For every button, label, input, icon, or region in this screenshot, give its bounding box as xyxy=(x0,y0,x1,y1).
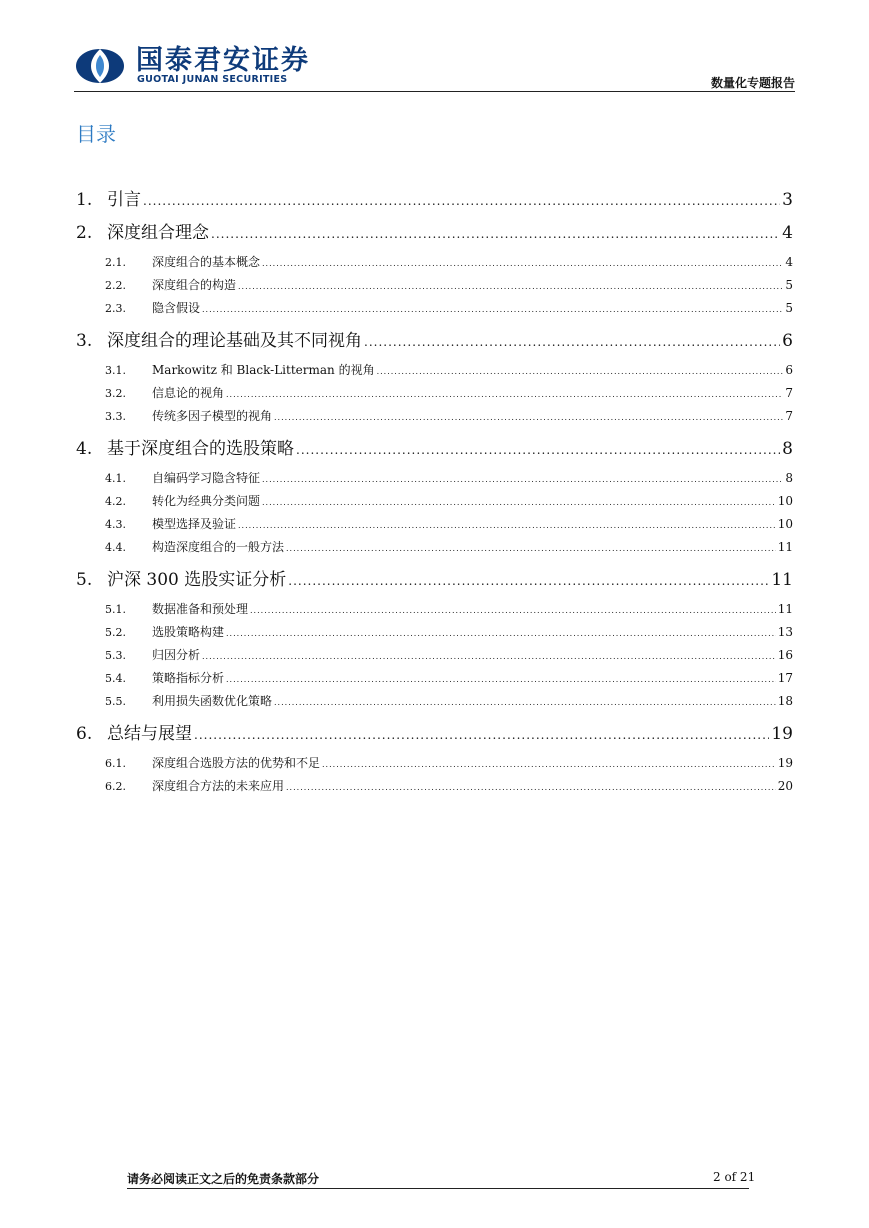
toc-subsection-number: 4.1. xyxy=(105,472,126,485)
toc-section-entry[interactable] xyxy=(76,329,793,353)
toc-subsection-title: 数据准备和预处理 xyxy=(152,602,249,616)
toc-subsection-number: 6.1. xyxy=(105,757,126,770)
toc-subsection-title: Markowitz 和 Black-Litterman 的视角 xyxy=(152,363,375,377)
toc-leader-dots xyxy=(377,360,784,383)
toc-leader-dots xyxy=(250,599,776,622)
toc-page-number: 6 xyxy=(782,331,793,351)
toc-leader-dots xyxy=(202,645,776,668)
toc-subsection-entry[interactable] xyxy=(76,467,793,490)
toc-leader-dots xyxy=(274,691,776,714)
toc-subsection-entry[interactable] xyxy=(76,274,793,297)
toc-subsection-title: 信息论的视角 xyxy=(152,386,225,400)
toc-subsection-title: 深度组合的基本概念 xyxy=(152,255,261,269)
toc-subsection-entry[interactable] xyxy=(76,621,793,644)
toc-subsection-entry[interactable] xyxy=(76,297,793,320)
toc-subsection-number: 5.5. xyxy=(105,695,126,708)
toc-subsection-entry[interactable] xyxy=(76,752,793,775)
toc-subsection-number: 5.1. xyxy=(105,603,126,616)
toc-page-number: 18 xyxy=(777,694,793,708)
toc-subsection-number: 4.4. xyxy=(105,541,126,554)
toc-page-number: 13 xyxy=(777,625,793,639)
toc-page-number: 3 xyxy=(782,190,793,210)
toc-leader-dots xyxy=(262,468,783,491)
toc-subsection-entry[interactable] xyxy=(76,382,793,405)
toc-subsection-entry[interactable] xyxy=(76,644,793,667)
toc-page-number: 4 xyxy=(785,255,793,269)
toc-subsection-number: 2.3. xyxy=(105,302,126,315)
toc-subsection-entry[interactable] xyxy=(76,513,793,536)
toc-subsection-entry[interactable] xyxy=(76,359,793,382)
toc-subsection-number: 5.4. xyxy=(105,672,126,685)
toc-leader-dots xyxy=(238,514,776,537)
toc-section-entry[interactable] xyxy=(76,437,793,461)
toc-leader-dots xyxy=(274,406,783,429)
toc-leader-dots xyxy=(286,776,776,799)
toc-subsection-title: 归因分析 xyxy=(152,648,201,662)
toc-leader-dots xyxy=(364,330,780,354)
toc-subsection-title: 深度组合选股方法的优势和不足 xyxy=(152,756,321,770)
toc-leader-dots xyxy=(211,222,780,246)
toc-section-entry[interactable] xyxy=(76,221,793,245)
toc-leader-dots xyxy=(288,569,769,593)
toc-subsection-title: 构造深度组合的一般方法 xyxy=(152,540,285,554)
header-divider xyxy=(74,91,795,92)
toc-subsection-title: 选股策略构建 xyxy=(152,625,225,639)
page-indicator: 2 of 21 xyxy=(713,1170,756,1184)
toc-subsection-entry[interactable] xyxy=(76,536,793,559)
toc-subsection-number: 3.3. xyxy=(105,410,126,423)
page-header xyxy=(0,0,869,96)
brand-name-en: GUOTAI JUNAN SECURITIES xyxy=(137,74,288,85)
toc-leader-dots xyxy=(226,383,783,406)
toc-subsection-title: 利用损失函数优化策略 xyxy=(152,694,273,708)
toc-section-number: 1. xyxy=(76,190,93,210)
toc-page-number: 16 xyxy=(777,648,793,662)
toc-page-number: 6 xyxy=(785,363,793,377)
toc-subsection-number: 2.2. xyxy=(105,279,126,292)
toc-title: 目录 xyxy=(76,122,116,146)
toc-section-entry[interactable] xyxy=(76,188,793,212)
toc-leader-dots xyxy=(238,275,783,298)
toc-page-number: 10 xyxy=(777,494,793,508)
toc-subsection-title: 转化为经典分类问题 xyxy=(152,494,261,508)
table-of-contents xyxy=(76,180,793,804)
toc-section-title: 总结与展望 xyxy=(107,724,192,744)
toc-subsection-number: 2.1. xyxy=(105,256,126,269)
toc-subsection-entry[interactable] xyxy=(76,598,793,621)
toc-leader-dots xyxy=(262,252,783,275)
toc-subsection-number: 5.2. xyxy=(105,626,126,639)
toc-subsection-title: 深度组合方法的未来应用 xyxy=(152,779,285,793)
toc-leader-dots xyxy=(226,668,776,691)
toc-page-number: 19 xyxy=(777,756,793,770)
toc-section-number: 3. xyxy=(76,331,93,351)
toc-section-title: 深度组合理念 xyxy=(107,223,209,243)
toc-subsection-number: 5.3. xyxy=(105,649,126,662)
toc-leader-dots xyxy=(286,537,776,560)
toc-subsection-number: 3.2. xyxy=(105,387,126,400)
toc-page-number: 19 xyxy=(771,724,793,744)
toc-section-title: 基于深度组合的选股策略 xyxy=(107,439,294,459)
footer-disclaimer: 请务必阅读正文之后的免责条款部分 xyxy=(127,1172,320,1186)
toc-page-number: 5 xyxy=(785,278,793,292)
toc-leader-dots xyxy=(262,491,776,514)
toc-section-number: 6. xyxy=(76,724,93,744)
toc-section-number: 2. xyxy=(76,223,93,243)
toc-section-number: 5. xyxy=(76,570,93,590)
toc-subsection-number: 4.2. xyxy=(105,495,126,508)
toc-page-number: 20 xyxy=(777,779,793,793)
toc-leader-dots xyxy=(296,438,780,462)
toc-section-entry[interactable] xyxy=(76,568,793,592)
toc-leader-dots xyxy=(194,723,769,747)
toc-subsection-title: 模型选择及验证 xyxy=(152,517,237,531)
toc-subsection-title: 深度组合的构造 xyxy=(152,278,237,292)
toc-page-number: 7 xyxy=(785,386,793,400)
toc-subsection-title: 自编码学习隐含特征 xyxy=(152,471,261,485)
toc-leader-dots xyxy=(322,753,776,776)
toc-page-number: 4 xyxy=(782,223,793,243)
toc-leader-dots xyxy=(226,622,776,645)
toc-subsection-entry[interactable] xyxy=(76,251,793,274)
toc-subsection-entry[interactable] xyxy=(76,667,793,690)
toc-leader-dots xyxy=(202,298,783,321)
toc-subsection-title: 传统多因子模型的视角 xyxy=(152,409,273,423)
report-type: 数量化专题报告 xyxy=(710,76,795,90)
company-logo-icon xyxy=(74,47,126,85)
toc-page-number: 7 xyxy=(785,409,793,423)
toc-subsection-number: 4.3. xyxy=(105,518,126,531)
toc-page-number: 11 xyxy=(777,540,793,554)
toc-page-number: 5 xyxy=(785,301,793,315)
toc-subsection-number: 3.1. xyxy=(105,364,126,377)
toc-subsection-entry[interactable] xyxy=(76,690,793,713)
toc-section-title: 深度组合的理论基础及其不同视角 xyxy=(107,331,362,351)
footer-divider xyxy=(127,1188,749,1189)
toc-section-title: 引言 xyxy=(107,190,141,210)
toc-page-number: 11 xyxy=(777,602,793,616)
toc-page-number: 10 xyxy=(777,517,793,531)
toc-page-number: 8 xyxy=(785,471,793,485)
brand-name-cn: 国泰君安证券 xyxy=(136,45,310,76)
toc-page-number: 17 xyxy=(777,671,793,685)
toc-subsection-entry[interactable] xyxy=(76,490,793,513)
toc-section-entry[interactable] xyxy=(76,722,793,746)
toc-subsection-title: 策略指标分析 xyxy=(152,671,225,685)
toc-subsection-entry[interactable] xyxy=(76,775,793,798)
toc-subsection-title: 隐含假设 xyxy=(152,301,201,315)
toc-subsection-entry[interactable] xyxy=(76,405,793,428)
toc-page-number: 11 xyxy=(771,570,793,590)
toc-section-title: 沪深 300 选股实证分析 xyxy=(107,570,287,590)
toc-leader-dots xyxy=(143,189,780,213)
toc-page-number: 8 xyxy=(782,439,793,459)
toc-section-number: 4. xyxy=(76,439,93,459)
toc-subsection-number: 6.2. xyxy=(105,780,126,793)
